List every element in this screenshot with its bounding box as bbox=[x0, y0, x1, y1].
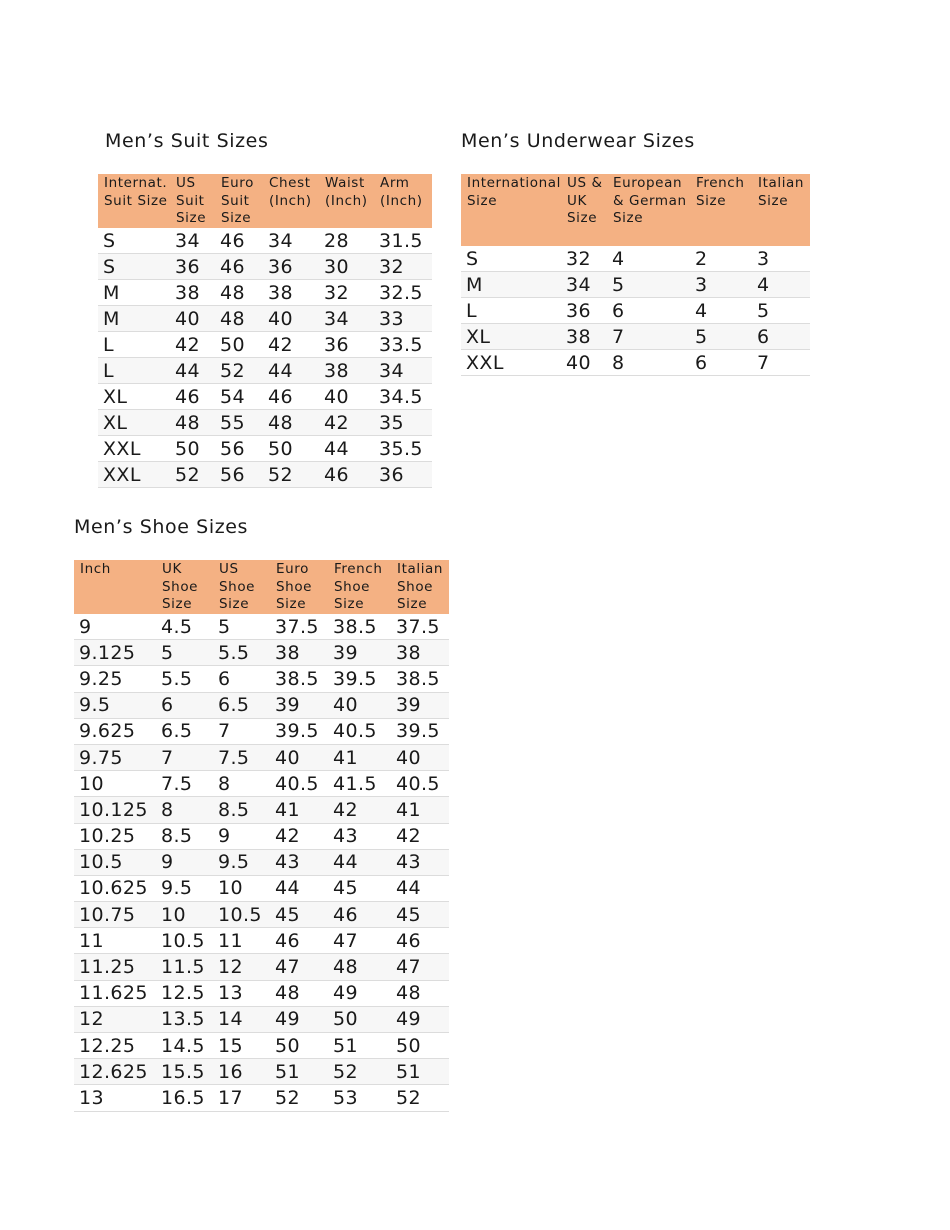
shoe-table-row bbox=[74, 666, 449, 692]
shoe-table-cell: 11 bbox=[74, 928, 156, 954]
suit-table-cell: 35 bbox=[374, 410, 432, 436]
shoe-table-cell: 11 bbox=[213, 928, 270, 954]
shoe-table-row bbox=[74, 1033, 449, 1059]
suit-table-cell: 46 bbox=[215, 228, 263, 254]
underwear-table-cell: 5 bbox=[607, 272, 690, 298]
shoe-table-row bbox=[74, 980, 449, 1006]
shoe-table-cell: 8.5 bbox=[156, 823, 213, 849]
shoe-table-row bbox=[74, 1006, 449, 1032]
suit-table-row bbox=[98, 384, 432, 410]
shoe-table-cell: 10 bbox=[213, 875, 270, 901]
suit-table-cell: 42 bbox=[263, 332, 319, 358]
shoe-table-cell: 39.5 bbox=[270, 718, 328, 744]
shoe-table-row bbox=[74, 875, 449, 901]
shoe-table-cell: 5.5 bbox=[213, 640, 270, 666]
underwear-table-cell: 38 bbox=[561, 324, 607, 350]
shoe-table-cell: 13 bbox=[213, 980, 270, 1006]
shoe-table-cell: 7.5 bbox=[213, 744, 270, 770]
shoe-table-cell: 12.25 bbox=[74, 1033, 156, 1059]
shoe-table-row bbox=[74, 849, 449, 875]
shoe-table-cell: 11.5 bbox=[156, 954, 213, 980]
shoe-table-cell: 9.625 bbox=[74, 718, 156, 744]
suit-table-cell: 50 bbox=[215, 332, 263, 358]
underwear-column-header: International Size bbox=[461, 174, 561, 246]
shoe-table-cell: 9.25 bbox=[74, 666, 156, 692]
suit-table-cell: 46 bbox=[215, 254, 263, 280]
suit-table-row bbox=[98, 306, 432, 332]
shoe-table-cell: 50 bbox=[270, 1033, 328, 1059]
shoe-table-cell: 51 bbox=[328, 1033, 391, 1059]
underwear-table-cell: 6 bbox=[752, 324, 810, 350]
underwear-table-cell: 6 bbox=[690, 350, 752, 376]
suit-table-cell: 56 bbox=[215, 436, 263, 462]
underwear-table-cell: 40 bbox=[561, 350, 607, 376]
suit-table-cell: 52 bbox=[215, 358, 263, 384]
shoe-table-row bbox=[74, 797, 449, 823]
suit-table-cell: 34 bbox=[263, 228, 319, 254]
shoe-size-title: Men’s Shoe Sizes bbox=[74, 516, 249, 538]
shoe-table-cell: 44 bbox=[270, 875, 328, 901]
suit-table-cell: XXL bbox=[98, 436, 170, 462]
underwear-table-row bbox=[461, 298, 810, 324]
shoe-table-cell: 39 bbox=[270, 692, 328, 718]
underwear-table-cell: 8 bbox=[607, 350, 690, 376]
shoe-table-row bbox=[74, 1059, 449, 1085]
shoe-table-cell: 38.5 bbox=[270, 666, 328, 692]
shoe-table-cell: 8 bbox=[156, 797, 213, 823]
suit-table-cell: S bbox=[98, 254, 170, 280]
suit-table-cell: 32 bbox=[319, 280, 374, 306]
shoe-table-cell: 9 bbox=[156, 849, 213, 875]
suit-table-row bbox=[98, 358, 432, 384]
shoe-table-cell: 9.5 bbox=[213, 849, 270, 875]
shoe-table-cell: 53 bbox=[328, 1085, 391, 1111]
underwear-column-header: European & German Size bbox=[607, 174, 690, 246]
shoe-table-row bbox=[74, 902, 449, 928]
shoe-table-cell: 40 bbox=[391, 744, 449, 770]
underwear-column-header: Italian Size bbox=[752, 174, 810, 246]
shoe-table-cell: 46 bbox=[270, 928, 328, 954]
shoe-table-cell: 6.5 bbox=[156, 718, 213, 744]
shoe-column-header: French Shoe Size bbox=[328, 560, 391, 614]
shoe-table-row bbox=[74, 771, 449, 797]
shoe-table-cell: 7 bbox=[213, 718, 270, 744]
suit-table-cell: 31.5 bbox=[374, 228, 432, 254]
shoe-table-cell: 42 bbox=[328, 797, 391, 823]
shoe-table-cell: 41.5 bbox=[328, 771, 391, 797]
suit-table-row bbox=[98, 462, 432, 488]
underwear-table-cell: 4 bbox=[690, 298, 752, 324]
underwear-size-section bbox=[461, 130, 810, 376]
shoe-table-cell: 9.5 bbox=[74, 692, 156, 718]
suit-size-section bbox=[98, 130, 432, 488]
underwear-table-cell: 32 bbox=[561, 246, 607, 272]
underwear-table-cell: 5 bbox=[752, 298, 810, 324]
shoe-table-cell: 12 bbox=[74, 1006, 156, 1032]
suit-table-cell: 33 bbox=[374, 306, 432, 332]
shoe-table-cell: 14 bbox=[213, 1006, 270, 1032]
shoe-table-cell: 42 bbox=[391, 823, 449, 849]
shoe-table-cell: 47 bbox=[270, 954, 328, 980]
underwear-size-title: Men’s Underwear Sizes bbox=[461, 130, 695, 152]
suit-table-cell: 28 bbox=[319, 228, 374, 254]
suit-table-cell: M bbox=[98, 306, 170, 332]
underwear-table-cell: XXL bbox=[461, 350, 561, 376]
suit-table-cell: 54 bbox=[215, 384, 263, 410]
suit-table-cell: 48 bbox=[215, 280, 263, 306]
shoe-size-table bbox=[74, 560, 449, 1112]
shoe-table-cell: 10.625 bbox=[74, 875, 156, 901]
shoe-table-cell: 51 bbox=[270, 1059, 328, 1085]
suit-table-cell: 38 bbox=[170, 280, 215, 306]
shoe-table-cell: 40.5 bbox=[328, 718, 391, 744]
shoe-table-cell: 50 bbox=[391, 1033, 449, 1059]
underwear-table-cell: 5 bbox=[690, 324, 752, 350]
suit-table-cell: 35.5 bbox=[374, 436, 432, 462]
suit-table-cell: 36 bbox=[170, 254, 215, 280]
suit-column-header: Waist (Inch) bbox=[319, 174, 374, 228]
shoe-table-cell: 11.25 bbox=[74, 954, 156, 980]
underwear-table-cell: XL bbox=[461, 324, 561, 350]
shoe-table-cell: 39.5 bbox=[391, 718, 449, 744]
shoe-table-cell: 40.5 bbox=[270, 771, 328, 797]
suit-table-cell: 34.5 bbox=[374, 384, 432, 410]
shoe-table-cell: 8.5 bbox=[213, 797, 270, 823]
shoe-table-row bbox=[74, 640, 449, 666]
shoe-column-header: Euro Shoe Size bbox=[270, 560, 328, 614]
underwear-table-cell: 3 bbox=[752, 246, 810, 272]
shoe-table-cell: 45 bbox=[270, 902, 328, 928]
shoe-table-cell: 42 bbox=[270, 823, 328, 849]
suit-table-cell: 40 bbox=[263, 306, 319, 332]
suit-column-header: Chest (Inch) bbox=[263, 174, 319, 228]
shoe-table-cell: 49 bbox=[328, 980, 391, 1006]
suit-table-row bbox=[98, 436, 432, 462]
suit-table-cell: XL bbox=[98, 384, 170, 410]
suit-table-row bbox=[98, 254, 432, 280]
shoe-table-cell: 37.5 bbox=[270, 614, 328, 640]
shoe-table-cell: 10.5 bbox=[156, 928, 213, 954]
underwear-table-row bbox=[461, 350, 810, 376]
underwear-table-cell: M bbox=[461, 272, 561, 298]
shoe-table-cell: 47 bbox=[391, 954, 449, 980]
suit-table-cell: 44 bbox=[263, 358, 319, 384]
shoe-table-cell: 5 bbox=[213, 614, 270, 640]
shoe-table-cell: 8 bbox=[213, 771, 270, 797]
suit-table-cell: 36 bbox=[319, 332, 374, 358]
shoe-table-cell: 39.5 bbox=[328, 666, 391, 692]
shoe-table-cell: 37.5 bbox=[391, 614, 449, 640]
shoe-table-cell: 38.5 bbox=[391, 666, 449, 692]
suit-table-cell: L bbox=[98, 332, 170, 358]
shoe-table-cell: 9 bbox=[213, 823, 270, 849]
shoe-table-cell: 16.5 bbox=[156, 1085, 213, 1111]
shoe-column-header: US Shoe Size bbox=[213, 560, 270, 614]
underwear-table-row bbox=[461, 324, 810, 350]
suit-table-row bbox=[98, 228, 432, 254]
suit-column-header: Euro Suit Size bbox=[215, 174, 263, 228]
suit-table-cell: S bbox=[98, 228, 170, 254]
suit-table-cell: 48 bbox=[263, 410, 319, 436]
shoe-table-cell: 43 bbox=[391, 849, 449, 875]
suit-table-cell: 36 bbox=[374, 462, 432, 488]
shoe-table-row bbox=[74, 823, 449, 849]
suit-table-cell: 44 bbox=[319, 436, 374, 462]
underwear-table-cell: 4 bbox=[752, 272, 810, 298]
shoe-table-row bbox=[74, 928, 449, 954]
shoe-table-cell: 10 bbox=[74, 771, 156, 797]
shoe-table-cell: 14.5 bbox=[156, 1033, 213, 1059]
shoe-table-cell: 43 bbox=[270, 849, 328, 875]
shoe-table-row bbox=[74, 614, 449, 640]
suit-table-cell: M bbox=[98, 280, 170, 306]
shoe-table-cell: 12.625 bbox=[74, 1059, 156, 1085]
shoe-table-row bbox=[74, 744, 449, 770]
shoe-table-cell: 16 bbox=[213, 1059, 270, 1085]
shoe-table-cell: 38.5 bbox=[328, 614, 391, 640]
underwear-table-cell: 7 bbox=[752, 350, 810, 376]
suit-table-cell: 38 bbox=[263, 280, 319, 306]
shoe-table-cell: 50 bbox=[328, 1006, 391, 1032]
shoe-table-cell: 10.5 bbox=[74, 849, 156, 875]
shoe-table-cell: 44 bbox=[328, 849, 391, 875]
shoe-table-row bbox=[74, 718, 449, 744]
suit-size-table bbox=[98, 174, 432, 488]
underwear-column-header: US & UK Size bbox=[561, 174, 607, 246]
suit-table-cell: 52 bbox=[263, 462, 319, 488]
underwear-size-table bbox=[461, 174, 810, 376]
shoe-table-cell: 48 bbox=[328, 954, 391, 980]
shoe-table-cell: 49 bbox=[391, 1006, 449, 1032]
suit-table-cell: 46 bbox=[263, 384, 319, 410]
suit-table-cell: 42 bbox=[170, 332, 215, 358]
suit-table-cell: 32.5 bbox=[374, 280, 432, 306]
shoe-table-cell: 5 bbox=[156, 640, 213, 666]
shoe-table-cell: 7 bbox=[156, 744, 213, 770]
underwear-table-cell: 6 bbox=[607, 298, 690, 324]
underwear-table-cell: 4 bbox=[607, 246, 690, 272]
suit-table-row bbox=[98, 280, 432, 306]
shoe-table-cell: 9.75 bbox=[74, 744, 156, 770]
shoe-table-cell: 47 bbox=[328, 928, 391, 954]
shoe-column-header: UK Shoe Size bbox=[156, 560, 213, 614]
shoe-column-header: Inch bbox=[74, 560, 156, 614]
shoe-table-cell: 52 bbox=[270, 1085, 328, 1111]
suit-table-row bbox=[98, 332, 432, 358]
suit-table-cell: 34 bbox=[374, 358, 432, 384]
shoe-table-cell: 10.25 bbox=[74, 823, 156, 849]
shoe-table-cell: 12.5 bbox=[156, 980, 213, 1006]
suit-table-cell: 33.5 bbox=[374, 332, 432, 358]
shoe-table-cell: 44 bbox=[391, 875, 449, 901]
shoe-table-cell: 48 bbox=[391, 980, 449, 1006]
shoe-table-cell: 12 bbox=[213, 954, 270, 980]
shoe-table-cell: 10 bbox=[156, 902, 213, 928]
shoe-table-cell: 9.5 bbox=[156, 875, 213, 901]
underwear-table-cell: 3 bbox=[690, 272, 752, 298]
shoe-table-cell: 49 bbox=[270, 1006, 328, 1032]
shoe-table-cell: 6 bbox=[213, 666, 270, 692]
underwear-table-cell: 2 bbox=[690, 246, 752, 272]
suit-table-cell: 38 bbox=[319, 358, 374, 384]
shoe-size-section bbox=[74, 516, 449, 1112]
shoe-table-cell: 9.125 bbox=[74, 640, 156, 666]
shoe-table-row bbox=[74, 1085, 449, 1111]
shoe-table-cell: 13 bbox=[74, 1085, 156, 1111]
shoe-table-cell: 10.5 bbox=[213, 902, 270, 928]
suit-table-cell: 55 bbox=[215, 410, 263, 436]
suit-table-cell: 34 bbox=[170, 228, 215, 254]
underwear-table-cell: 7 bbox=[607, 324, 690, 350]
underwear-table-cell: L bbox=[461, 298, 561, 324]
shoe-table-row bbox=[74, 954, 449, 980]
shoe-table-cell: 40 bbox=[270, 744, 328, 770]
shoe-table-cell: 10.75 bbox=[74, 902, 156, 928]
shoe-table-cell: 39 bbox=[391, 692, 449, 718]
suit-table-cell: 56 bbox=[215, 462, 263, 488]
suit-size-title: Men’s Suit Sizes bbox=[105, 130, 269, 152]
shoe-table-cell: 10.125 bbox=[74, 797, 156, 823]
shoe-table-cell: 38 bbox=[270, 640, 328, 666]
suit-column-header: US Suit Size bbox=[170, 174, 215, 228]
underwear-table-row bbox=[461, 272, 810, 298]
shoe-table-cell: 41 bbox=[328, 744, 391, 770]
shoe-table-cell: 41 bbox=[270, 797, 328, 823]
shoe-table-cell: 15.5 bbox=[156, 1059, 213, 1085]
shoe-table-cell: 43 bbox=[328, 823, 391, 849]
suit-table-cell: 40 bbox=[170, 306, 215, 332]
shoe-table-cell: 45 bbox=[391, 902, 449, 928]
shoe-table-cell: 6.5 bbox=[213, 692, 270, 718]
shoe-table-cell: 46 bbox=[391, 928, 449, 954]
suit-table-cell: 48 bbox=[170, 410, 215, 436]
shoe-table-cell: 15 bbox=[213, 1033, 270, 1059]
suit-table-cell: 48 bbox=[215, 306, 263, 332]
shoe-table-cell: 7.5 bbox=[156, 771, 213, 797]
suit-table-cell: XXL bbox=[98, 462, 170, 488]
shoe-table-cell: 17 bbox=[213, 1085, 270, 1111]
shoe-table-cell: 11.625 bbox=[74, 980, 156, 1006]
underwear-table-cell: S bbox=[461, 246, 561, 272]
suit-column-header: Arm (Inch) bbox=[374, 174, 432, 228]
underwear-table-cell: 36 bbox=[561, 298, 607, 324]
suit-table-cell: 52 bbox=[170, 462, 215, 488]
suit-table-cell: 32 bbox=[374, 254, 432, 280]
shoe-table-cell: 46 bbox=[328, 902, 391, 928]
shoe-table-cell: 41 bbox=[391, 797, 449, 823]
suit-column-header: Internat. Suit Size bbox=[98, 174, 170, 228]
suit-table-cell: 46 bbox=[319, 462, 374, 488]
shoe-table-cell: 51 bbox=[391, 1059, 449, 1085]
underwear-table-cell: 34 bbox=[561, 272, 607, 298]
shoe-table-cell: 38 bbox=[391, 640, 449, 666]
suit-table-cell: 30 bbox=[319, 254, 374, 280]
suit-table-cell: 50 bbox=[170, 436, 215, 462]
shoe-column-header: Italian Shoe Size bbox=[391, 560, 449, 614]
suit-table-cell: L bbox=[98, 358, 170, 384]
suit-table-row bbox=[98, 410, 432, 436]
underwear-table-row bbox=[461, 246, 810, 272]
suit-table-cell: 44 bbox=[170, 358, 215, 384]
suit-table-cell: 34 bbox=[319, 306, 374, 332]
suit-table-cell: 46 bbox=[170, 384, 215, 410]
suit-table-cell: XL bbox=[98, 410, 170, 436]
shoe-table-cell: 40 bbox=[328, 692, 391, 718]
shoe-table-cell: 39 bbox=[328, 640, 391, 666]
suit-table-cell: 36 bbox=[263, 254, 319, 280]
shoe-table-cell: 52 bbox=[391, 1085, 449, 1111]
suit-table-cell: 42 bbox=[319, 410, 374, 436]
shoe-table-cell: 6 bbox=[156, 692, 213, 718]
shoe-table-cell: 48 bbox=[270, 980, 328, 1006]
suit-table-cell: 40 bbox=[319, 384, 374, 410]
shoe-table-cell: 45 bbox=[328, 875, 391, 901]
shoe-table-cell: 9 bbox=[74, 614, 156, 640]
underwear-column-header: French Size bbox=[690, 174, 752, 246]
shoe-table-cell: 5.5 bbox=[156, 666, 213, 692]
shoe-table-cell: 40.5 bbox=[391, 771, 449, 797]
shoe-table-cell: 13.5 bbox=[156, 1006, 213, 1032]
shoe-table-cell: 52 bbox=[328, 1059, 391, 1085]
suit-table-cell: 50 bbox=[263, 436, 319, 462]
shoe-table-cell: 4.5 bbox=[156, 614, 213, 640]
shoe-table-row bbox=[74, 692, 449, 718]
